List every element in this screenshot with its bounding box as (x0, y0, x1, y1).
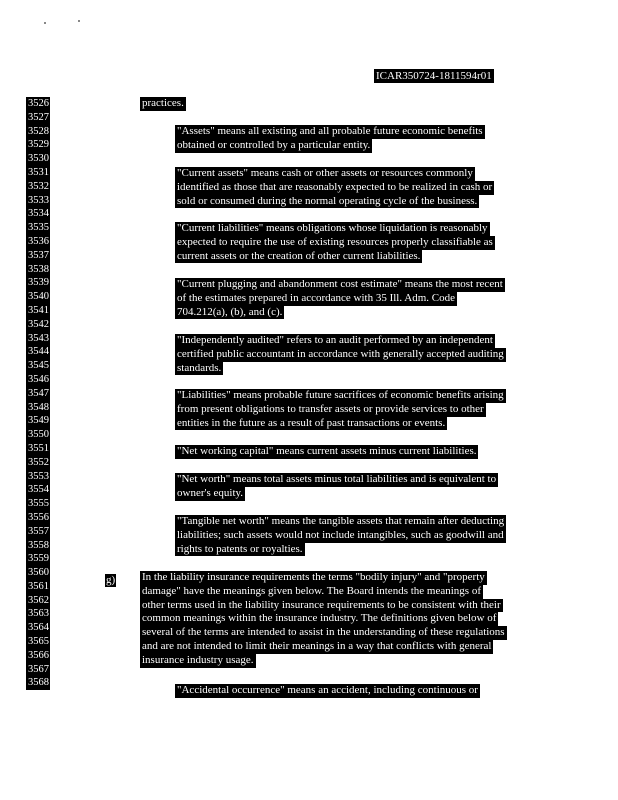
text-line: obtained or controlled by a particular entity. (177, 138, 371, 151)
line-number: 3550 (28, 429, 49, 441)
line-number: 3562 (28, 594, 49, 606)
margin-speck (78, 20, 80, 22)
text-line: other terms used in the liability insurance requirements to be consistent with their (142, 598, 501, 611)
text-line: practices. (142, 97, 184, 109)
line-number: 3543 (28, 332, 49, 344)
line-number: 3563 (28, 608, 49, 620)
text-line: "Tangible net worth" means the tangible assets that remain after deducting (177, 515, 505, 527)
line-number: 3557 (28, 525, 49, 537)
definition-liabilities (175, 389, 537, 430)
margin-speck (44, 22, 46, 24)
definition-assets (175, 125, 515, 153)
definition-net-working-capital (175, 445, 509, 459)
text-line: "Liabilities" means probable future sacrifices of economic benefits arising (177, 389, 504, 401)
line-number: 3558 (28, 539, 49, 551)
line-number: 3538 (28, 263, 49, 275)
line-number: 3532 (28, 180, 49, 192)
text-line: "Current liabilities" means obligations whose liquidation is reasonably (177, 222, 488, 234)
text-line: several of the terms are intended to assist in the understanding of these regulations (142, 626, 505, 639)
line-number: 3527 (28, 111, 49, 123)
text-line: 704.212(a), (b), and (c). (177, 305, 283, 318)
line-number: 3556 (28, 511, 49, 523)
text-line: In the liability insurance requirements the terms "bodily injury" and "property (142, 571, 485, 583)
definition-plugging-estimate (175, 278, 537, 319)
definition-accidental-occurrence (175, 684, 515, 698)
line-number: 3561 (28, 580, 49, 592)
line-number: 3539 (28, 277, 49, 289)
line-number: 3547 (28, 387, 49, 399)
text-line: insurance industry usage. (142, 653, 254, 666)
line-number: 3545 (28, 360, 49, 372)
text-line: damage" have the meanings given below. The Board intends the meanings of (142, 584, 481, 597)
line-number: 3540 (28, 291, 49, 303)
line-number: 3541 (28, 304, 49, 316)
text-line: owner's equity. (177, 486, 244, 499)
line-number: 3564 (28, 622, 49, 634)
line-number: 3533 (28, 194, 49, 206)
line-number-column (26, 97, 50, 690)
text-line: "Accidental occurrence" means an accident, including continuous or (177, 684, 478, 696)
text-line: rights to patents or royalties. (177, 542, 303, 555)
line-number: 3529 (28, 139, 49, 151)
definition-net-worth (175, 473, 527, 501)
text-line: "Assets" means all existing and all probable future economic benefits (177, 125, 483, 137)
paragraph-practices (140, 97, 200, 111)
line-number: 3536 (28, 235, 49, 247)
text-line: "Current plugging and abandonment cost estimate" means the most recent (177, 278, 503, 290)
line-number: 3526 (28, 98, 49, 109)
definition-tangible-net-worth (175, 515, 537, 556)
text-line: of the estimates prepared in accordance with 35 Ill. Adm. Code (177, 291, 455, 304)
line-number: 3537 (28, 249, 49, 261)
line-number: 3555 (28, 498, 49, 510)
definition-current-assets (175, 167, 527, 208)
line-number: 3528 (28, 125, 49, 137)
text-line: from present obligations to transfer assets or provide services to other (177, 402, 484, 415)
text-line: entities in the future as a result of past transactions or events. (177, 416, 446, 429)
definition-current-liabilities (175, 222, 527, 263)
line-number: 3568 (28, 677, 49, 689)
line-number: 3534 (28, 208, 49, 220)
text-line: liabilities; such assets would not include intangibles, such as goodwill and (177, 528, 504, 541)
text-line: certified public accountant in accordance with generally accepted auditing (177, 347, 504, 360)
line-number: 3542 (28, 318, 49, 330)
line-number: 3552 (28, 456, 49, 468)
text-line: standards. (177, 361, 222, 374)
text-line: "Current assets" means cash or other assets or resources commonly (177, 167, 473, 179)
line-number: 3554 (28, 484, 49, 496)
text-line: identified as those that are reasonably expected to be realized in cash or (177, 180, 493, 193)
line-number: 3549 (28, 415, 49, 427)
line-number: 3548 (28, 401, 49, 413)
line-number: 3544 (28, 346, 49, 358)
paragraph-liability-insurance (140, 571, 540, 668)
subsection-marker: g) (106, 574, 116, 586)
line-number: 3566 (28, 649, 49, 661)
definition-independently-audited (175, 334, 537, 375)
text-line: common meanings within the insurance industry. The definitions given below of (142, 612, 497, 625)
text-line: "Net worth" means total assets minus total liabilities and is equivalent to (177, 473, 497, 485)
line-number: 3567 (28, 663, 49, 675)
text-line: and are not intended to limit their meanings in a way that conflicts with general (142, 639, 492, 652)
document-id: ICAR350724-1811594r01 (376, 70, 492, 82)
line-number: 3535 (28, 222, 49, 234)
line-number: 3551 (28, 442, 49, 454)
text-line: current assets or the creation of other current liabilities. (177, 249, 421, 262)
line-number: 3530 (28, 153, 49, 165)
line-number: 3565 (28, 636, 49, 648)
text-line: sold or consumed during the normal operating cycle of the business. (177, 194, 478, 207)
text-line: expected to require the use of existing resources properly classifiable as (177, 235, 493, 248)
line-number: 3546 (28, 373, 49, 385)
line-number: 3560 (28, 567, 49, 579)
line-number: 3553 (28, 470, 49, 482)
text-line: "Independently audited" refers to an audit performed by an independent (177, 334, 493, 346)
text-line: "Net working capital" means current assets minus current liabilities. (177, 445, 477, 457)
line-number: 3559 (28, 553, 49, 565)
line-number: 3531 (28, 166, 49, 178)
